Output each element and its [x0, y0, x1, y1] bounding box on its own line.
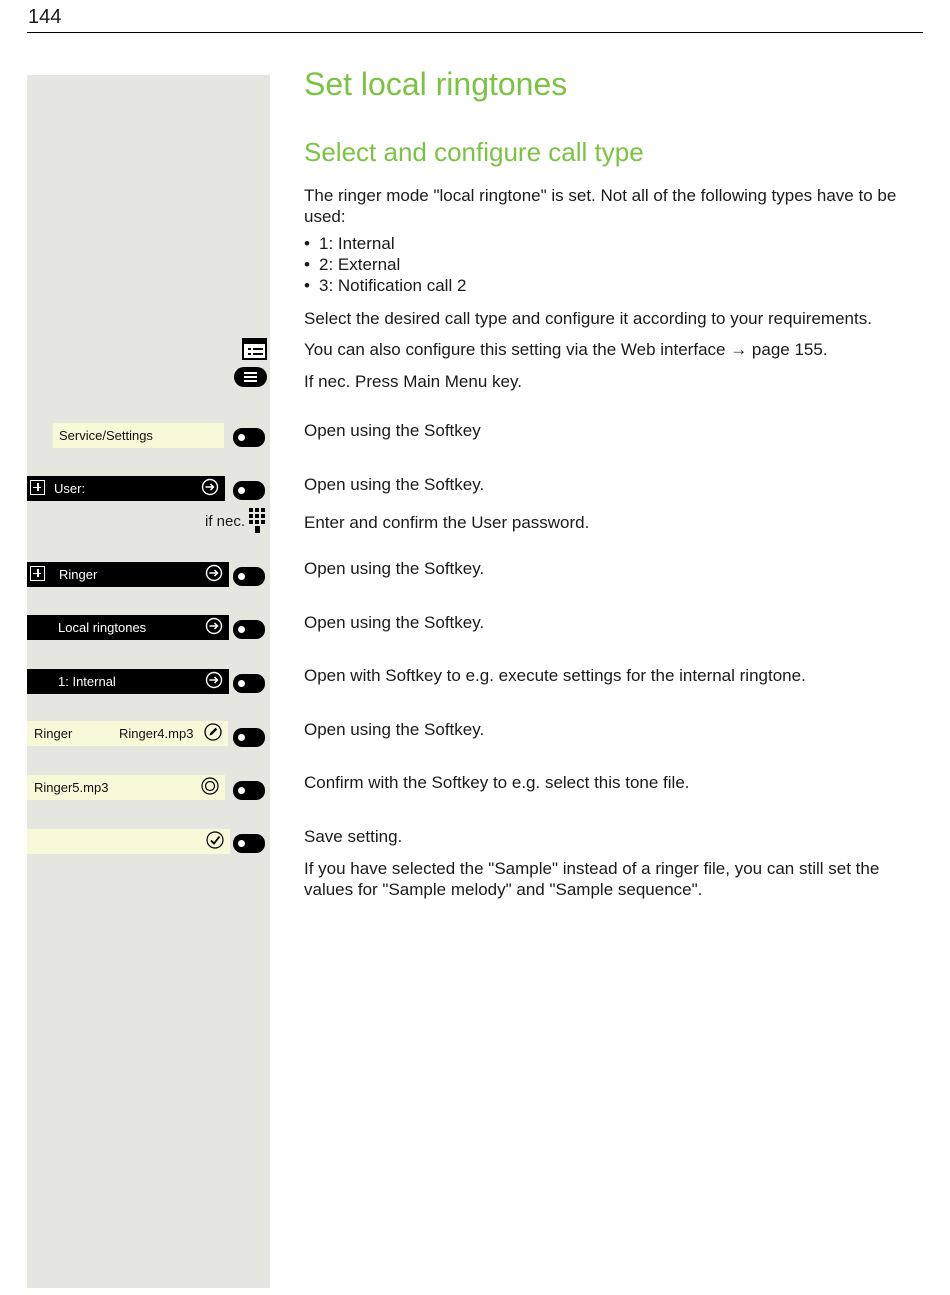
- main-menu-key-icon[interactable]: [234, 367, 267, 387]
- ringer-value-item[interactable]: [27, 721, 228, 746]
- call-type-list: [304, 233, 924, 296]
- arrow-right-circle-icon: [201, 478, 219, 496]
- step-text: Open using the Softkey: [304, 421, 481, 440]
- keypad-icon: [249, 508, 267, 535]
- page-number: 144: [28, 6, 62, 28]
- expand-icon: [30, 566, 45, 581]
- main-menu-text: If nec. Press Main Menu key.: [304, 372, 522, 391]
- step-text: Open using the Softkey.: [304, 613, 485, 632]
- header-divider: [27, 32, 923, 33]
- ringer-label: Ringer: [59, 567, 98, 582]
- if-nec-label: if nec.: [205, 513, 246, 530]
- internal-menu-item[interactable]: [27, 669, 229, 694]
- intro-text: The ringer mode "local ringtone" is set. Not all of the following types have to be used:: [304, 186, 897, 226]
- list-item: • 2: External: [304, 254, 924, 275]
- select-text: Select the desired call type and configure it according to your requirements.: [304, 309, 872, 328]
- section-title: Select and configure call type: [304, 137, 644, 167]
- ringer-field-value: Ringer4.mp3: [119, 726, 194, 741]
- user-menu-item[interactable]: [27, 476, 225, 501]
- step-text: Open using the Softkey.: [304, 475, 485, 494]
- softkey-icon[interactable]: [233, 834, 265, 853]
- sample-note: If you have selected the "Sample" instead of a ringer file, you can still set the values for "Sample melody" and "Sample sequence".: [304, 859, 880, 899]
- service-settings-item[interactable]: [53, 423, 224, 448]
- step-text: Save setting.: [304, 827, 403, 846]
- softkey-icon[interactable]: [233, 781, 265, 800]
- arrow-right-circle-icon: [205, 671, 223, 689]
- step-text: Open with Softkey to e.g. execute settings for the internal ringtone.: [304, 666, 806, 685]
- softkey-icon[interactable]: [233, 620, 265, 639]
- softkey-icon[interactable]: [233, 481, 265, 500]
- save-item[interactable]: [27, 829, 230, 854]
- list-item: • 1: Internal: [304, 233, 924, 254]
- web-interface-icon: [242, 338, 267, 360]
- service-settings-label: Service/Settings: [59, 428, 153, 443]
- ringer5-option[interactable]: [27, 775, 225, 800]
- expand-icon: [30, 480, 45, 495]
- ringer-field-label: Ringer: [34, 726, 73, 741]
- radio-button-icon: [201, 777, 219, 795]
- pencil-icon: [204, 723, 222, 741]
- local-ringtones-menu-item[interactable]: [27, 615, 229, 640]
- checkmark-icon: [206, 831, 224, 849]
- ringer-menu-item[interactable]: [27, 562, 229, 587]
- softkey-icon[interactable]: [233, 674, 265, 693]
- internal-label: 1: Internal: [58, 674, 116, 689]
- list-item: • 3: Notification call 2: [304, 275, 924, 296]
- arrow-right-circle-icon: [205, 617, 223, 635]
- softkey-icon[interactable]: [233, 567, 265, 586]
- ringer5-label: Ringer5.mp3: [34, 780, 109, 795]
- page-title: Set local ringtones: [304, 66, 568, 102]
- user-label: User:: [54, 481, 86, 496]
- step-text: Enter and confirm the User password.: [304, 513, 590, 532]
- softkey-icon[interactable]: [233, 728, 265, 747]
- step-text: Confirm with the Softkey to e.g. select this tone file.: [304, 773, 690, 792]
- local-ringtones-label: Local ringtones: [58, 620, 147, 635]
- web-text: You can also configure this setting via the Web interface → page 155.: [304, 340, 828, 359]
- softkey-icon[interactable]: [233, 428, 265, 447]
- arrow-right-circle-icon: [205, 564, 223, 582]
- step-text: Open using the Softkey.: [304, 559, 485, 578]
- step-text: Open using the Softkey.: [304, 720, 485, 739]
